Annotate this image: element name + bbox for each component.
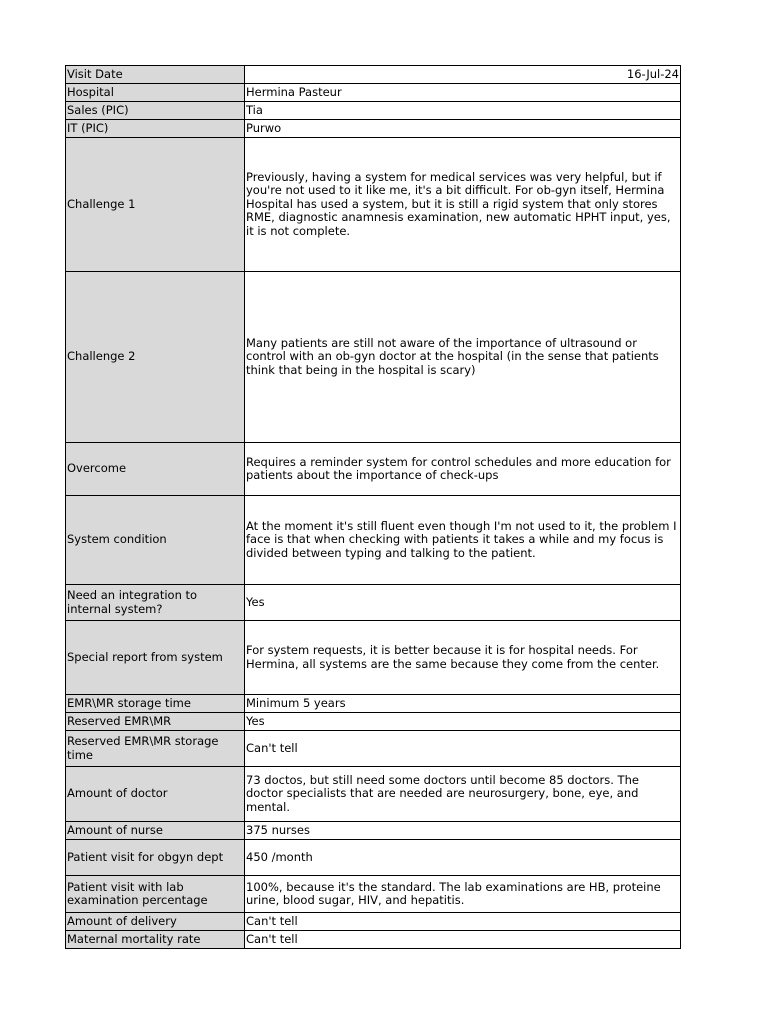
- value-hospital: Hermina Pasteur: [245, 84, 681, 102]
- value-maternal-mortality: Can't tell: [245, 931, 681, 949]
- row-hospital: [66, 84, 681, 102]
- row-reserved-emr: [66, 713, 681, 731]
- row-challenge-2: [66, 272, 681, 443]
- label-emr-storage-time: EMR\MR storage time: [66, 695, 245, 713]
- label-reserved-emr: Reserved EMR\MR: [66, 713, 245, 731]
- label-visit-date: Visit Date: [66, 66, 245, 84]
- label-amount-of-doctor: Amount of doctor: [66, 767, 245, 822]
- row-integration: [66, 585, 681, 621]
- value-amount-of-nurse: 375 nurses: [245, 822, 681, 840]
- row-maternal-mortality: [66, 931, 681, 949]
- row-it-pic: [66, 120, 681, 138]
- value-amount-of-doctor: 73 doctos, but still need some doctors until become 85 doctors. The doctor specialists that are needed are neurosurgery, bone, eye, and mental.: [245, 767, 681, 822]
- value-system-condition: At the moment it's still fluent even though I'm not used to it, the problem I face is that when checking with patients it takes a while and my focus is divided between typing and talking to the patient.: [245, 496, 681, 585]
- row-reserved-emr-storage-time: [66, 731, 681, 767]
- row-special-report: [66, 621, 681, 695]
- label-lab-visits: Patient visit with lab examination percentage: [66, 876, 245, 913]
- row-amount-of-doctor: [66, 767, 681, 822]
- label-obgyn-visits: Patient visit for obgyn dept: [66, 840, 245, 876]
- value-visit-date: 16-Jul-24: [245, 66, 681, 84]
- value-reserved-emr-storage-time: Can't tell: [245, 731, 681, 767]
- row-lab-visits: [66, 876, 681, 913]
- row-overcome: [66, 443, 681, 496]
- label-amount-of-nurse: Amount of nurse: [66, 822, 245, 840]
- row-emr-storage-time: [66, 695, 681, 713]
- label-system-condition: System condition: [66, 496, 245, 585]
- label-it-pic: IT (PIC): [66, 120, 245, 138]
- row-sales-pic: [66, 102, 681, 120]
- label-maternal-mortality: Maternal mortality rate: [66, 931, 245, 949]
- value-special-report: For system requests, it is better because it is for hospital needs. For Hermina, all systems are the same because they come from the center.: [245, 621, 681, 695]
- value-emr-storage-time: Minimum 5 years: [245, 695, 681, 713]
- label-reserved-emr-storage-time: Reserved EMR\MR storage time: [66, 731, 245, 767]
- value-overcome: Requires a reminder system for control schedules and more education for patients about the importance of check-ups: [245, 443, 681, 496]
- value-reserved-emr: Yes: [245, 713, 681, 731]
- row-challenge-1: [66, 138, 681, 272]
- value-sales-pic: Tia: [245, 102, 681, 120]
- value-lab-visits: 100%, because it's the standard. The lab examinations are HB, proteine urine, blood sugar, HIV, and hepatitis.: [245, 876, 681, 913]
- visit-report-table: [65, 65, 681, 949]
- label-challenge-1: Challenge 1: [66, 138, 245, 272]
- label-challenge-2: Challenge 2: [66, 272, 245, 443]
- row-system-condition: [66, 496, 681, 585]
- value-obgyn-visits: 450 /month: [245, 840, 681, 876]
- row-obgyn-visits: [66, 840, 681, 876]
- row-visit-date: [66, 66, 681, 84]
- row-amount-of-nurse: [66, 822, 681, 840]
- label-amount-of-delivery: Amount of delivery: [66, 913, 245, 931]
- label-sales-pic: Sales (PIC): [66, 102, 245, 120]
- value-challenge-2: Many patients are still not aware of the importance of ultrasound or control with an ob-gyn doctor at the hospital (in the sense that patients think that being in the hospital is scary): [245, 272, 681, 443]
- label-overcome: Overcome: [66, 443, 245, 496]
- label-integration: Need an integration to internal system?: [66, 585, 245, 621]
- value-challenge-1: Previously, having a system for medical services was very helpful, but if you're not used to it like me, it's a bit difficult. For ob-gyn itself, Hermina Hospital has used a system, but it is still a rigid system that only stores RME, diagnostic anamnesis examination, new automatic HPHT input, yes, it is not complete.: [245, 138, 681, 272]
- label-hospital: Hospital: [66, 84, 245, 102]
- value-it-pic: Purwo: [245, 120, 681, 138]
- row-amount-of-delivery: [66, 913, 681, 931]
- value-amount-of-delivery: Can't tell: [245, 913, 681, 931]
- value-integration: Yes: [245, 585, 681, 621]
- label-special-report: Special report from system: [66, 621, 245, 695]
